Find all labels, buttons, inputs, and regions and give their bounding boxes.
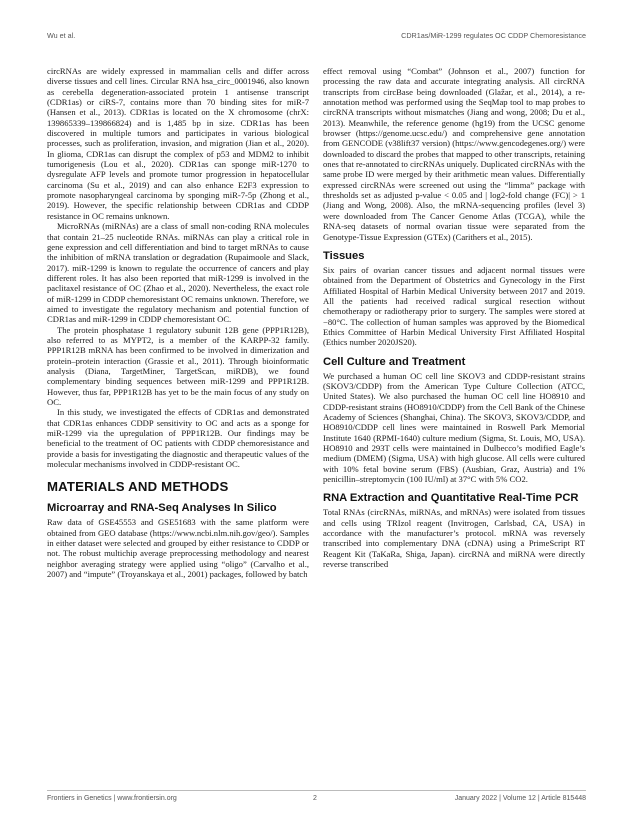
running-header-authors: Wu et al. [47, 31, 76, 40]
footer-journal: Frontiers in Genetics | www.frontiersin.org [47, 795, 177, 802]
methods-paragraph-rna-extraction: Total RNAs (circRNAs, miRNAs, and mRNAs) were isolated from tissues and cells using TRIzol reagent (Invitrogen, Carlsbad, CA, USA) in accordance with the manufacturer’s protocol. mRNA was reversely transcribed into complementary DNA (cDNA) using a PrimeScript RT Reagent Kit (TaKaRa, Shiga, Japan). circRNA and miRNA were directly reverse transcribed [323, 507, 585, 570]
section-heading-methods: MATERIALS AND METHODS [47, 479, 229, 495]
methods-paragraph-tissues: Six pairs of ovarian cancer tissues and adjacent normal tissues were obtained from the Department of Obstetrics and Gynecology in the First Affiliated Hospital of Harbin Medical University between 2017 and 2019. All the patients had received radical surgical resection without chemotherapy or radiotherapy prior to surgery. The samples were stored at −80°C. The collection of human samples was approved by the Biomedical Ethics Committee of Harbin Medical University First Affiliated Hospital (Ethics number 2020JS20). [323, 264, 585, 348]
subheading-tissues: Tissues [323, 249, 365, 262]
left-column [47, 66, 309, 579]
intro-paragraph-circrna: circRNAs are widely expressed in mammalian cells and differ across diverse tissues and cell lines. Circular RNA hsa_circ_0001946, also known as cerebella degeneration-associated protein 1 antisense transcript (CDR1as) or ciRS-7, contains more than 70 binding sites for miR-7 (Hansen et al., 2013). CDR1as is located on the X chromosome (chrX: 139865339–139866824) and is 1,485 bp in size. CDR1as has been discovered in multiple tumors and participates in various biological processes, such as proliferation, invasion, and migration (Jian et al., 2020). In glioma, CDR1as can disrupt the complex of p53 and MDM2 to inhibit tumorigenesis (Lou et al., 2020). CDR1as can sponge miR-1270 to dysregulate AFP levels and promote tumor progression in hepatocellular carcinoma (Su et al., 2019) and can also enhance E2F3 expression to promote nasopharyngeal carcinoma by sponging miR-7-5p (Zhong et al., 2019). However, the specific relationship between CDR1as and CDDP resistance in OC remains unknown. [47, 66, 309, 221]
methods-paragraph-combat: effect removal using “Combat” (Johnson et al., 2007) function for processing the raw data and accurate integrating analysis. All circRNA transcripts from circBase being downloaded (Glažar, et al., 2014), a re-annotation method was performed using the SeqMap tool to map probes to circRNA transcripts without mismatches (Jiang and wong, 2008; Du et al., 2013). Meanwhile, the reference genome (hg19) from the UCSC genome browser (https://genome.ucsc.edu/) and comprehensive gene annotation from GENCODE (v38lift37 version) (https://www.gencodegenes.org/) were downloaded to discard the probes that mapped to other transcripts, retaining ones that re-annotated to circRNAs uniquely. Duplicated circRNAs with the same probe ID were merged by their arithmetic mean values. Differentially expressed circRNAs were screened out using the “limma” package with thresholds set as adjusted p-value < 0.05 and | log2-fold change (FC)| > 1 (Jiang and Wong, 2008). Also, the mRNA-sequencing profiles (level 3) were downloaded from The Cancer Genome Atlas (TCGA), while the RNA-seq datasets of normal ovarian tissue were separated from the Genotype-Tissue Expression (GTEx) (Carithers et al., 2015). [323, 66, 585, 242]
footer-page-number: 2 [313, 795, 317, 802]
right-column [323, 66, 585, 569]
intro-paragraph-study: In this study, we investigated the effects of CDR1as and demonstrated that CDR1as enhances CDDP sensitivity to OC and acts as a sponge for miR-1299 via the upregulation of PPP1R12B. Our findings may be beneficial to the treatment of OC patients with CDDP chemoresistance and provide a basis for investigating the diagnostic and therapeutic values of the molecular mechanisms involved in CDDP-resistant OC. [47, 407, 309, 470]
subheading-rna-extraction: RNA Extraction and Quantitative Real-Time PCR [323, 492, 579, 505]
footer-divider [47, 790, 586, 791]
intro-paragraph-mirna: MicroRNAs (miRNAs) are a class of small non-coding RNA molecules that contain 21–25 nucleotide RNAs. miRNAs can play a critical role in gene expression and cell differentiation and bind to target mRNAs to cause the inhibition of mRNA translation or degradation (Rupaimoole and Slack, 2017). miR-1299 is known to regulate the occurrence of cancers and play different roles. It has also been reported that miR-1299 is involved in the paclitaxel resistance of OC (Zhao et al., 2020). Nevertheless, the exact role of miR-1299 in CDDP chemoresistant OC remains unknown. Therefore, we aimed to investigate the regulatory mechanism and potential function of CDR1as and miR-1299 in CDDP chemoresistant OC. [47, 221, 309, 325]
methods-paragraph-cell-culture: We purchased a human OC cell line SKOV3 and CDDP-resistant strains (SKOV3/CDDP) from the American Type Culture Collection (ATCC, United States). We also purchased the human OC cell line HO8910 and CDDP-resistant strains (HO8910/CDDP) from the Cell Bank of the Chinese Academy of Sciences (Shanghai, China). The SKOV3, SKOV3/CDDP, and HO8910/CDDP cell lines were maintained in Roswell Park Memorial Institute 1640 (RPMI-1640) culture medium (Sigma, St. Louis, MO, USA). HO8910 and 293T cells were maintained in Dulbecco’s modified Eagle’s medium (DMEM) (Sigma, USA) with high glucose. All cells were cultured with 10% fetal bovine serum (FBS) (Ausbian, Graz, Austria) and 1% penicillin–streptomycin (100 IU/ml) at 37°C with 5% CO2. [323, 370, 585, 485]
subheading-cell-culture: Cell Culture and Treatment [323, 355, 466, 368]
methods-paragraph-microarray: Raw data of GSE45553 and GSE51683 with the same platform were obtained from GEO database (https://www.ncbi.nlm.nih.gov/geo/). Samples in either dataset were selected and grouped by either resistance to CDDP or not. The robust multichip average preprocessing methodology and nearest neighbor averaging strategy were applied using “oligo” (Carvalho et al., 2007) and “impute” (Troyanskaya et al., 2001) packages, followed by batch [47, 517, 309, 580]
footer-issue: January 2022 | Volume 12 | Article 815448 [454, 795, 586, 802]
subheading-microarray: Microarray and RNA-Seq Analyses In Silico [47, 502, 277, 515]
intro-paragraph-ppp1r12b: The protein phosphatase 1 regulatory subunit 12B gene (PPP1R12B), also referred to as MYPT2, is a member of the KARPP-32 family. PPP1R12B mRNA has been confirmed to be involved in dimerization and protein–protein interaction (Grassie et al., 2011). Through bioinformatic analysis (Diana, TargetMiner, TargetScan, miRDB), we found complementary binding sequences between miR-1299 and PPP1R12B. However, thus far, PPP1R12B has yet to be the main focus of any study on OC. [47, 324, 309, 407]
running-header-title: CDR1as/MiR-1299 regulates OC CDDP Chemoresistance [401, 31, 586, 40]
